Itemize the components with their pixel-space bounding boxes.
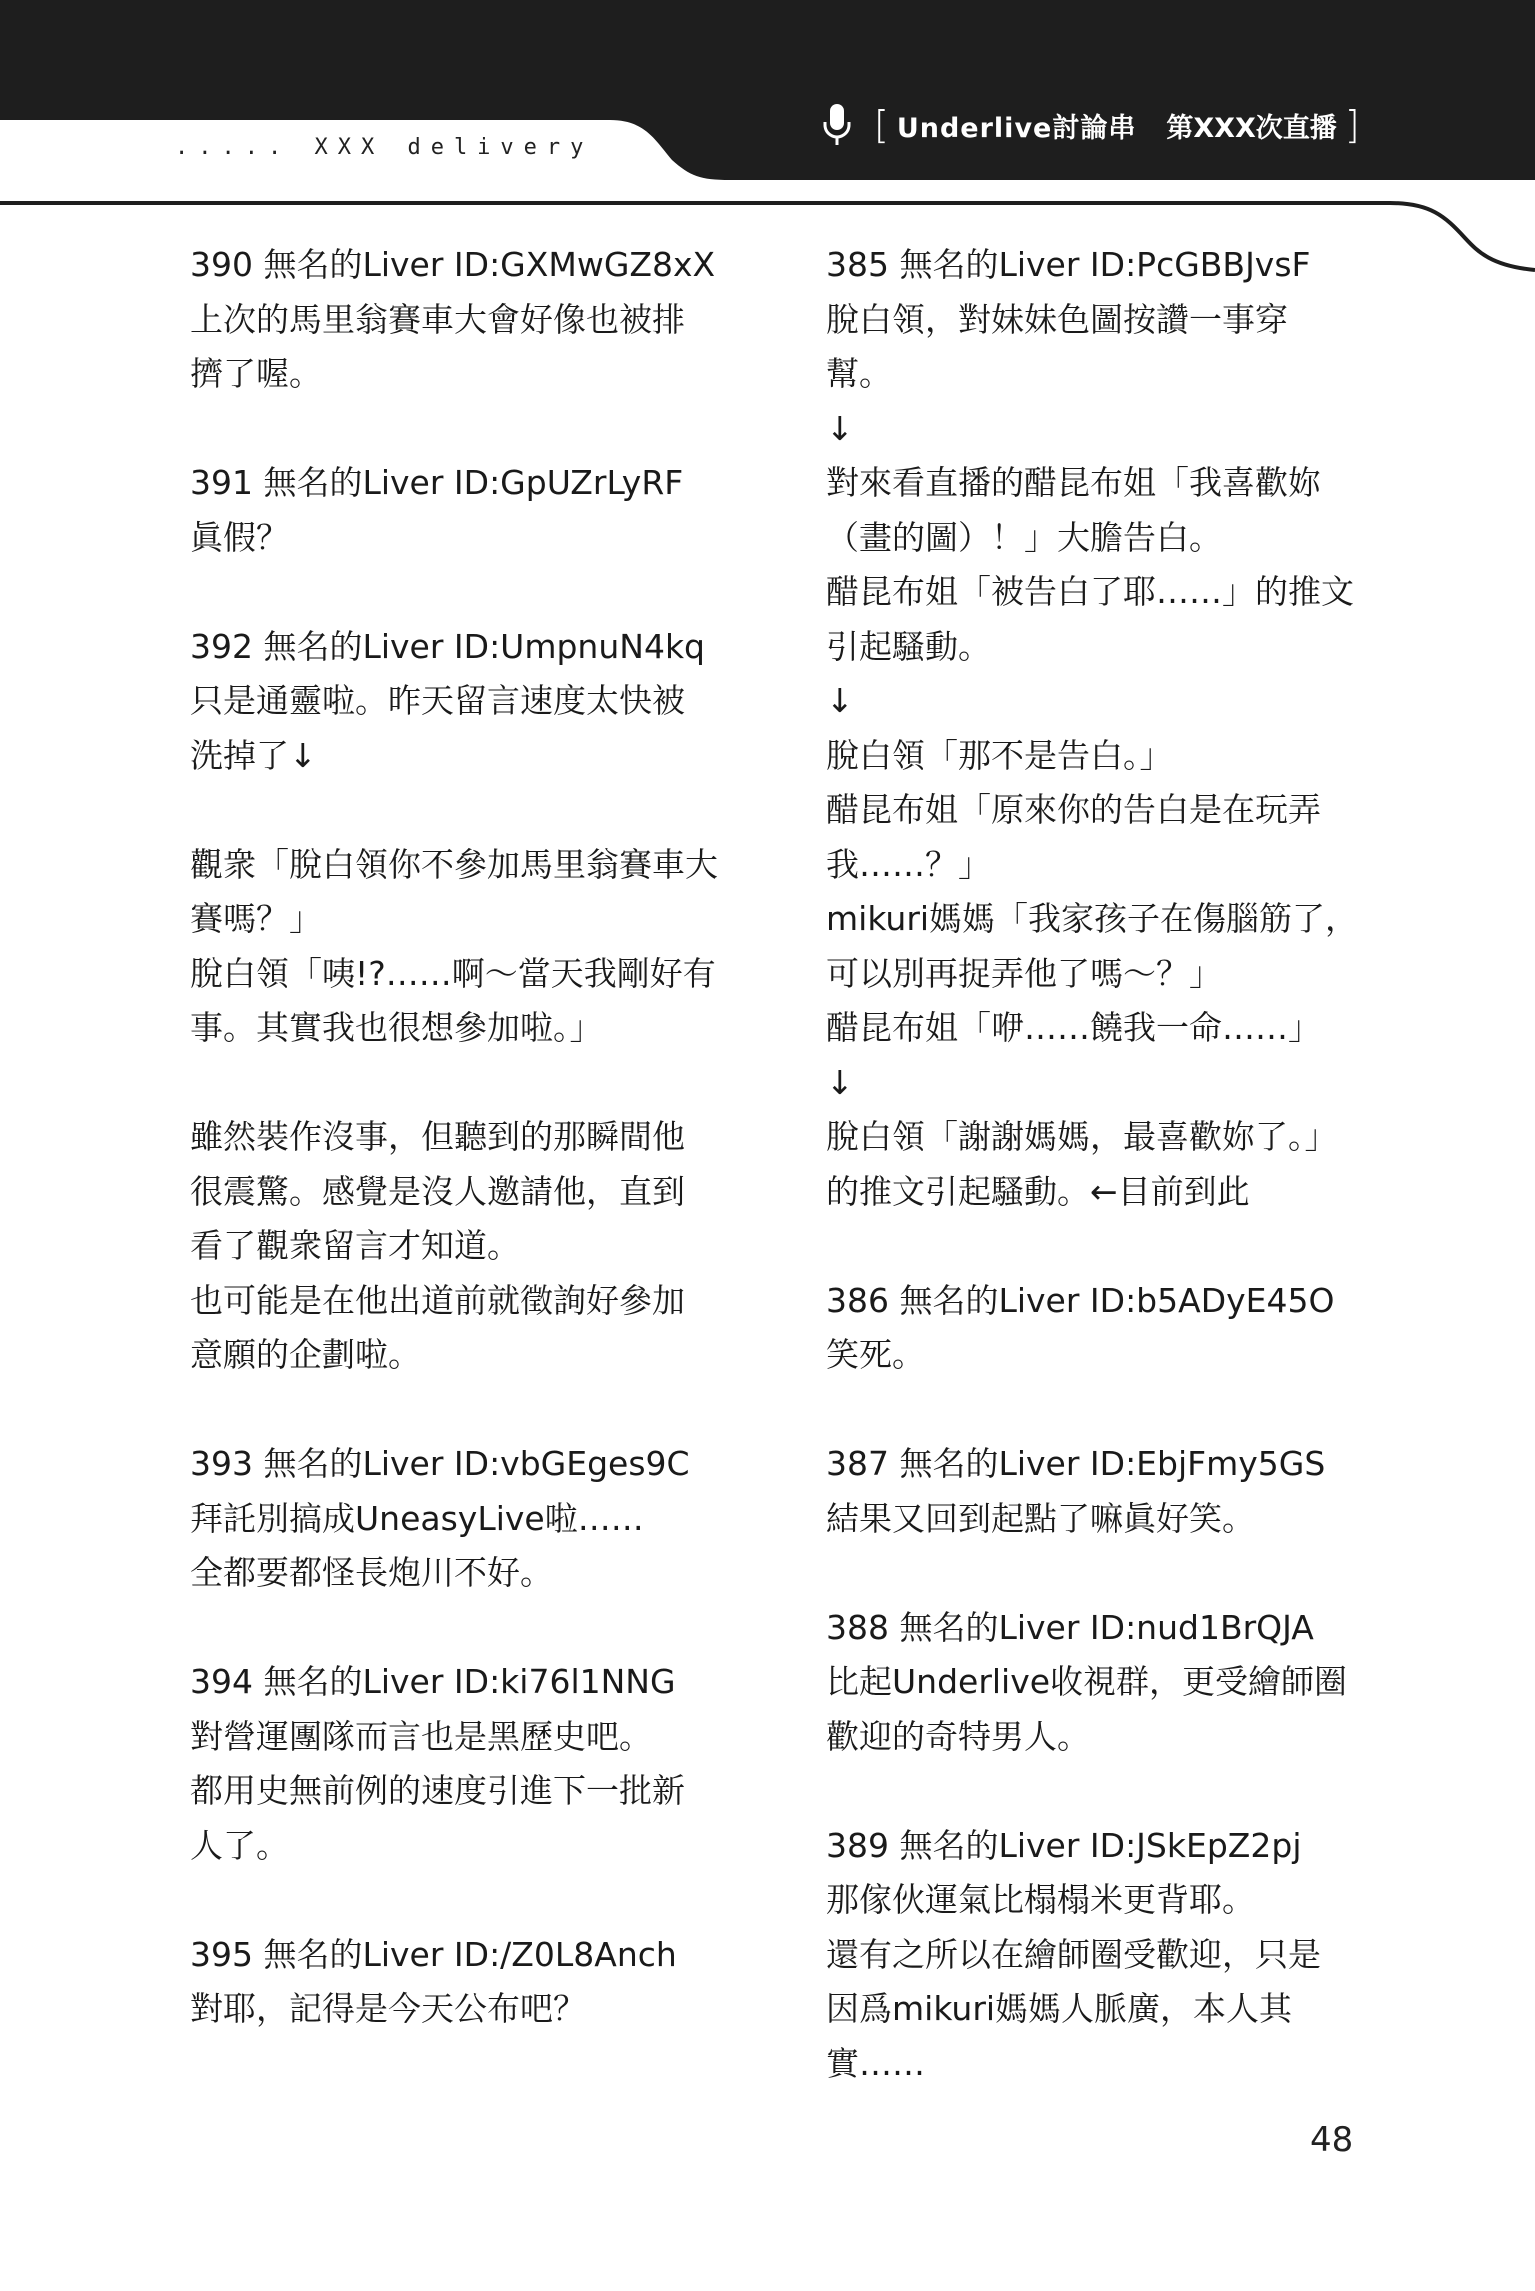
post-text-line: 我……？」	[826, 844, 991, 884]
thread-title: Underlive討論串	[896, 112, 1137, 144]
post-text-line: 觀衆「脫白領你不參加馬里翁賽車大	[190, 844, 718, 884]
post-text-line: 幫。	[826, 354, 892, 393]
page-number: 48	[1310, 2120, 1354, 2160]
post-header: 385 無名的Liver ID:PcGBBJvsF	[826, 245, 1311, 284]
post-text-line: （畫的圖）！」大膽告白。	[826, 517, 1222, 557]
forum-post	[190, 238, 735, 402]
post-text-line: 對耶，記得是今天公布吧？	[190, 1989, 586, 2028]
post-text-line: 對來看直播的醋昆布姐「我喜歡妳	[826, 463, 1321, 502]
post-text-line: 可以別再捉弄他了嗎～？」	[826, 953, 1222, 993]
episode-label: 第XXX次直播	[1166, 112, 1337, 144]
post-text-line	[190, 783, 735, 838]
post-text-line: 看了觀衆留言才知道。	[190, 1226, 520, 1265]
post-header: 389 無名的Liver ID:JSkEpZ2pj	[826, 1825, 1302, 1865]
forum-post	[826, 238, 1371, 1219]
post-text-line: 事。其實我也很想參加啦。」	[190, 1008, 603, 1047]
post-text-line: 引起騷動。	[826, 626, 991, 666]
post-text-line: 結果又回到起點了嘛眞好笑。	[826, 1498, 1255, 1538]
post-text-line: 拜託別搞成UneasyLive啦……	[190, 1498, 644, 1538]
right-column	[826, 238, 1371, 2146]
post-text-line: ↓	[826, 1062, 854, 1102]
post-text-line: 脫白領「那不是告白。」	[826, 735, 1173, 775]
post-text-line: 醋昆布姐「被告白了耶……」的推文	[826, 572, 1354, 611]
left-column	[190, 238, 735, 2091]
forum-post	[190, 1928, 735, 2037]
post-text-line: mikuri媽媽「我家孩子在傷腦筋了，	[826, 899, 1359, 938]
post-text-line: 眞假？	[190, 517, 289, 557]
post-text-line: 人了。	[190, 1825, 289, 1865]
post-text-line: 對營運團隊而言也是黑歷史吧。	[190, 1716, 652, 1756]
post-text-line: 因爲mikuri媽媽人脈廣，本人其	[826, 1989, 1293, 2028]
microphone-icon	[820, 102, 854, 148]
forum-post	[190, 1437, 735, 1601]
post-text-line: 賽嗎？」	[190, 899, 322, 938]
post-text-line: 的推文引起騷動。←目前到此	[826, 1171, 1250, 1211]
post-text-line: 只是通靈啦。昨天留言速度太快被	[190, 681, 685, 720]
post-text-line: 比起Underlive收視群，更受繪師圈	[826, 1662, 1348, 1701]
post-text-line	[190, 1056, 735, 1111]
post-text-line: 脫白領「謝謝媽媽，最喜歡妳了。」	[826, 1117, 1338, 1156]
forum-post	[826, 1819, 1371, 2092]
post-text-line: 脫白領「咦!?……啊～當天我剛好有	[190, 953, 716, 993]
post-text-line: ↓	[826, 408, 854, 448]
post-header: 388 無名的Liver ID:nud1BrQJA	[826, 1607, 1314, 1647]
delivery-label: ..... XXX delivery	[175, 135, 594, 160]
post-text-line: 還有之所以在繪師圈受歡迎，只是	[826, 1934, 1321, 1974]
post-text-line: 笑死。	[826, 1335, 925, 1374]
post-text-line: 雖然裝作沒事，但聽到的那瞬間他	[190, 1117, 685, 1156]
post-header: 392 無名的Liver ID:UmpnuN4kq	[190, 626, 705, 666]
bracket-close: ]	[1344, 103, 1360, 147]
post-text-line: 也可能是在他出道前就徵詢好參加	[190, 1280, 685, 1320]
forum-post	[190, 456, 735, 565]
post-text-line: 脫白領，對妹妹色圖按讚一事穿	[826, 299, 1288, 339]
post-header: 386 無名的Liver ID:b5ADyE45O	[826, 1280, 1335, 1320]
bracket-open: [	[874, 103, 889, 147]
post-text-line: 很震驚。感覺是沒人邀請他，直到	[190, 1171, 685, 1211]
post-header: 395 無名的Liver ID:/Z0L8Anch	[190, 1934, 677, 1974]
forum-post	[190, 620, 735, 1383]
post-text-line: ↓	[826, 681, 854, 720]
post-header: 391 無名的Liver ID:GpUZrLyRF	[190, 463, 684, 502]
post-text-line: 醋昆布姐「咿……饒我一命……」	[826, 1008, 1321, 1047]
thread-title-bar	[820, 98, 1368, 152]
post-text-line: 都用史無前例的速度引進下一批新	[190, 1771, 685, 1810]
post-text-line: 醋昆布姐「原來你的告白是在玩弄	[826, 790, 1321, 829]
post-text-line: 擠了喔。	[190, 354, 322, 393]
post-header: 394 無名的Liver ID:ki76l1NNG	[190, 1662, 676, 1701]
post-header: 393 無名的Liver ID:vbGEges9C	[190, 1444, 690, 1483]
forum-post	[826, 1274, 1371, 1383]
post-header: 387 無名的Liver ID:EbjFmy5GS	[826, 1444, 1326, 1483]
forum-post	[826, 1601, 1371, 1765]
post-header: 390 無名的Liver ID:GXMwGZ8xX	[190, 245, 716, 284]
forum-post	[826, 1437, 1371, 1546]
forum-post	[190, 1655, 735, 1873]
post-text-line: 那傢伙運氣比榻榻米更背耶。	[826, 1880, 1255, 1919]
post-text-line: 意願的企劃啦。	[190, 1335, 421, 1374]
post-text-line: 實……	[826, 2043, 925, 2083]
post-text-line: 上次的馬里翁賽車大會好像也被排	[190, 299, 685, 339]
post-text-line: 歡迎的奇特男人。	[826, 1716, 1090, 1756]
post-text-line: 全都要都怪長炮川不好。	[190, 1553, 553, 1592]
post-text-line: 洗掉了↓	[190, 735, 317, 775]
